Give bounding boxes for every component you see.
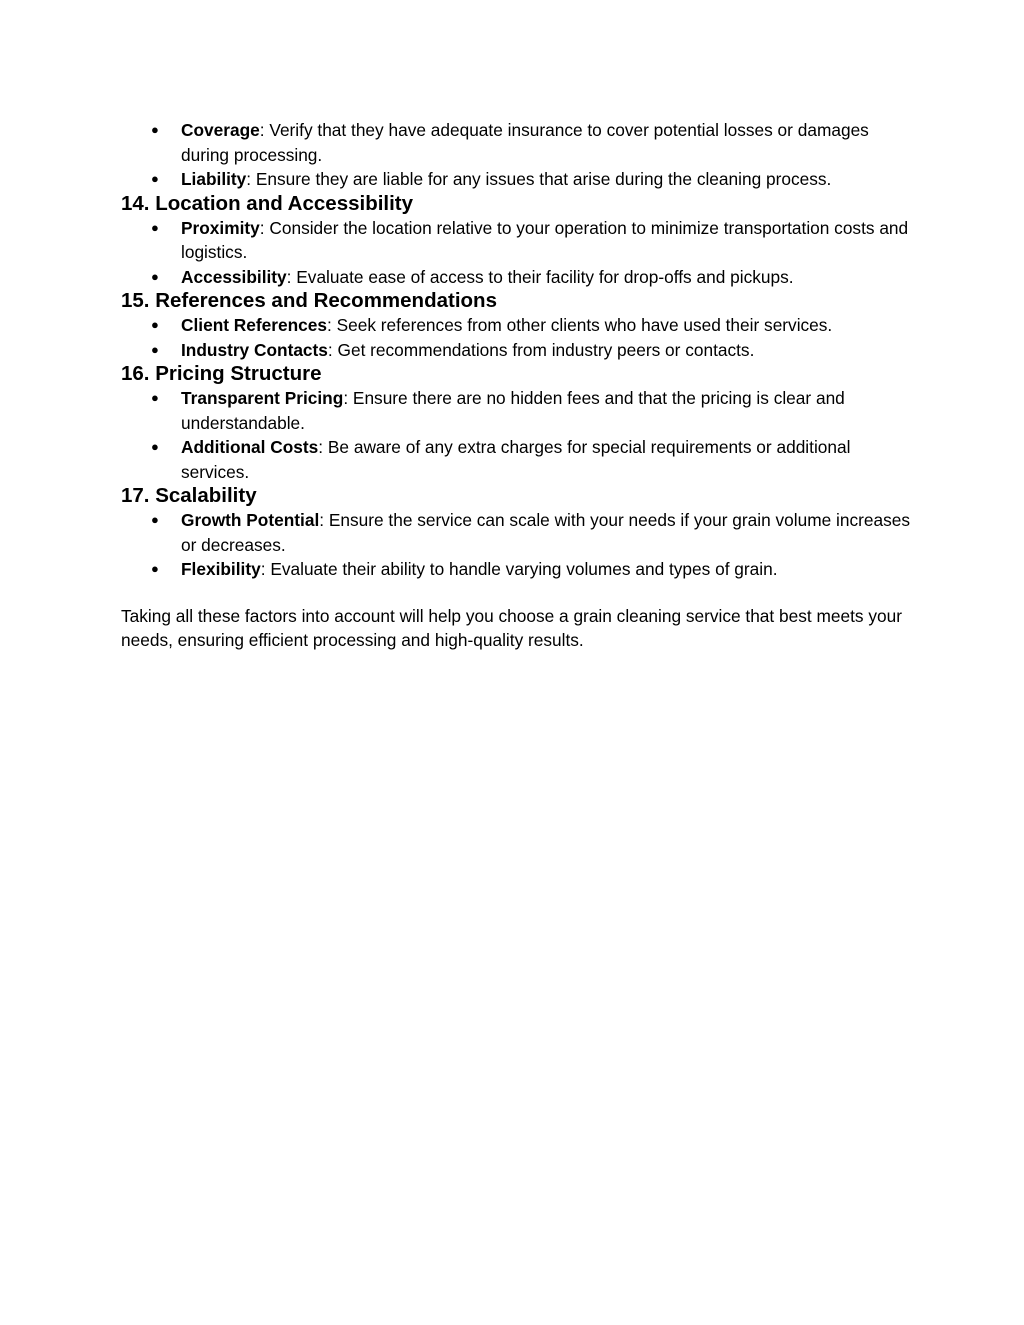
list-item: [121, 338, 911, 363]
list-item: [121, 313, 911, 338]
section-heading: 17. Scalability: [121, 484, 257, 507]
section-bullet-list: [121, 386, 911, 484]
section-heading: 16. Pricing Structure: [121, 362, 322, 385]
list-item-text: : Ensure they are liable for any issues that arise during the cleaning process.: [246, 169, 832, 189]
list-item-text: : Seek references from other clients who have used their services.: [327, 315, 833, 335]
list-item: [121, 216, 911, 265]
bullet-icon: ●: [151, 268, 159, 284]
bullet-icon: ●: [151, 561, 159, 576]
list-item-text: : Be aware of any extra charges for special requirements or additional services.: [181, 437, 851, 482]
bullet-icon: ●: [151, 171, 159, 186]
list-item-term: Proximity: [181, 217, 260, 238]
intro-bullet-list: [121, 118, 911, 192]
list-item: [121, 167, 911, 192]
list-item-term: Accessibility: [181, 266, 287, 287]
bullet-icon: ●: [151, 439, 159, 454]
list-item-text: : Get recommendations from industry peers or contacts.: [327, 339, 755, 360]
list-item-term: Growth Potential: [181, 510, 320, 530]
bullet-icon: ●: [151, 122, 159, 137]
list-item: [121, 265, 911, 290]
section-heading: 15. References and Recommendations: [121, 289, 497, 312]
list-item-term: Industry Contacts: [181, 339, 328, 360]
list-item: [121, 118, 911, 167]
list-item: [121, 557, 911, 582]
list-item-term: Flexibility: [181, 559, 261, 579]
bullet-icon: ●: [151, 390, 159, 405]
section-heading: 14. Location and Accessibility: [121, 191, 414, 215]
section-bullet-list: [121, 313, 911, 362]
list-item-text: : Ensure there are no hidden fees and that the pricing is clear and understandable.: [181, 388, 845, 433]
bullet-icon: ●: [151, 219, 159, 235]
list-item-text: : Verify that they have adequate insurance to cover potential losses or damages during processing.: [181, 120, 869, 165]
list-item: [121, 508, 911, 557]
list-item-text: : Consider the location relative to your operation to minimize transportation costs and logistics.: [181, 217, 909, 262]
bullet-icon: ●: [151, 317, 159, 332]
list-item-text: : Evaluate ease of access to their facility for drop-offs and pickups.: [286, 266, 794, 287]
list-item-term: Coverage: [181, 120, 260, 140]
document-page: [121, 118, 911, 653]
list-item-text: : Ensure the service can scale with your needs if your grain volume increases or decreases.: [181, 510, 910, 555]
list-item-term: Additional Costs: [181, 437, 319, 457]
section-bullet-list: [121, 216, 911, 290]
list-item-term: Liability: [181, 169, 247, 189]
list-item-text: : Evaluate their ability to handle varying volumes and types of grain.: [260, 559, 778, 579]
list-item: [121, 435, 911, 484]
bullet-icon: ●: [151, 512, 159, 527]
bullet-icon: ●: [151, 341, 159, 357]
section-bullet-list: [121, 508, 911, 582]
closing-paragraph: Taking all these factors into account will help you choose a grain cleaning service that best meets your needs, ensuring efficient processing and high-quality results.: [121, 605, 902, 650]
list-item: [121, 386, 911, 435]
list-item-term: Client References: [181, 315, 327, 335]
list-item-term: Transparent Pricing: [181, 388, 344, 408]
